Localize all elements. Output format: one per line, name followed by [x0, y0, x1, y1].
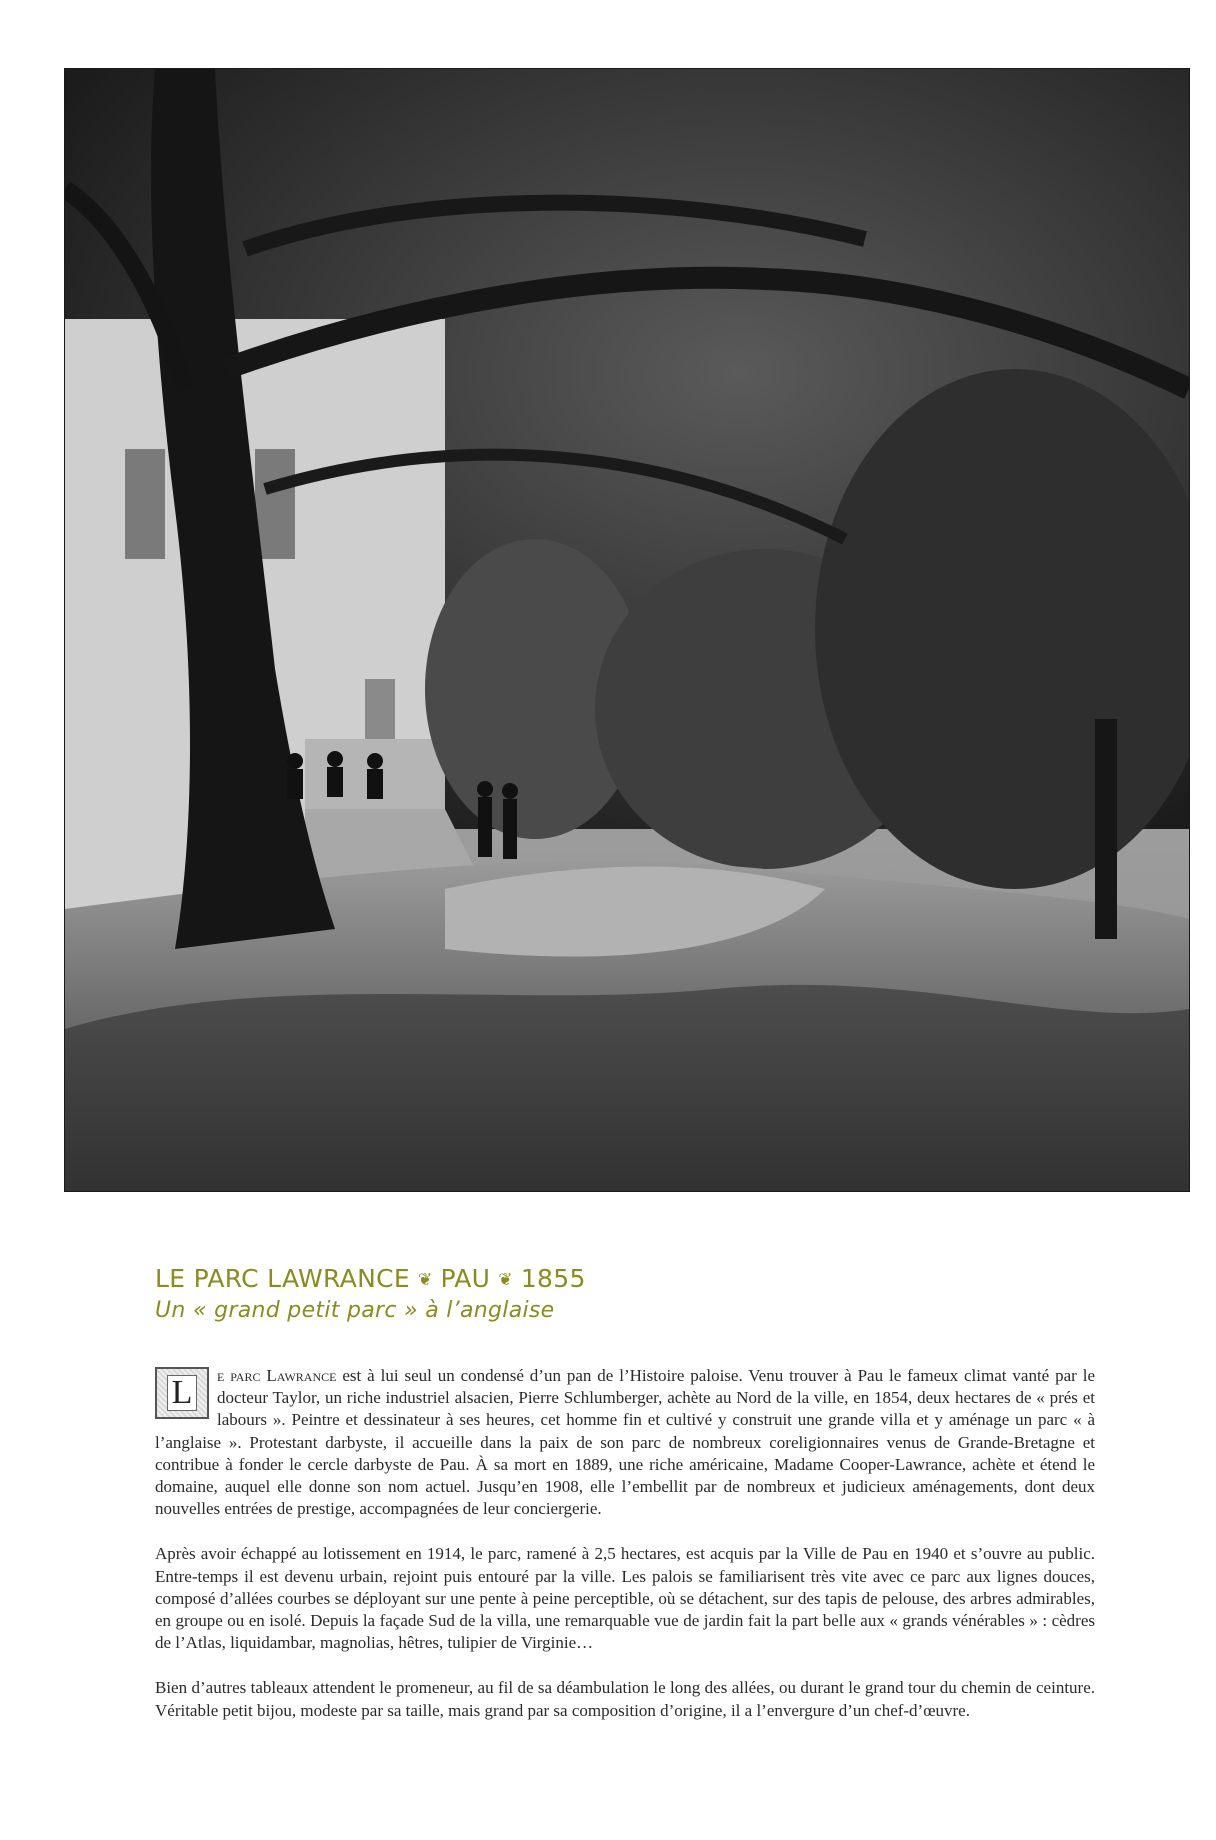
- park-photograph: [64, 68, 1190, 1192]
- drop-cap: [155, 1367, 209, 1419]
- paragraph-1-lead: e parc Lawrance: [217, 1366, 337, 1385]
- title-park-name: LE PARC LAWRANCE: [155, 1264, 410, 1293]
- leaf-ornament-icon: ❦: [498, 1270, 513, 1290]
- title-city: PAU: [440, 1264, 491, 1293]
- title-year: 1855: [520, 1264, 586, 1293]
- article-body: [155, 1365, 1095, 1745]
- article-heading: [155, 1262, 1105, 1325]
- paragraph-3: Bien d’autres tableaux attendent le promeneur, au fil de sa déambulation le long des allées, ou durant le grand tour du chemin de ceinture. Véritable petit bijou, modeste par sa taille, mais grand par sa composition d’origine, il a l’envergure d’un chef-d’œuvre.: [155, 1678, 1095, 1720]
- paragraph-1-text: est à lui seul un condensé d’un pan de l’Histoire paloise. Venu trouver à Pau le fameux climat vanté par le docteur Taylor, un riche industriel alsacien, Pierre Schlumberger, achète au Nord de la ville, en 1854, deux hectares de « prés et labours ». Peintre et dessinateur à ses heures, cet homme fin et cultivé y construit une grande villa et y aménage un parc « à l’anglaise ». Protestant darbyste, il accueille dans la paix de son parc de nombreux coreligionnaires venus de Grande-Bretagne et contribue à fonder le cercle darbyste de Pau. À sa mort en 1889, une riche américaine, Madame Cooper-Lawrance, achète et étend le domaine, auquel elle donne son nom actuel. Jusqu’en 1908, elle l’embellit par de nombreux et judicieux aménagements, dont deux nouvelles entrées de prestige, accompagnées de leur conciergerie.: [155, 1366, 1095, 1519]
- paragraph-2: Après avoir échappé au lotissement en 1914, le parc, ramené à 2,5 hectares, est acquis par la Ville de Pau en 1940 et s’ouvre au public. Entre-temps il est devenu urbain, rejoint puis entouré par la ville. Les palois se familiarisent très vite avec ce parc aux lignes douces, composé d’allées courbes se déployant sur une pente à peine perceptible, où se détachent, sur des tapis de pelouse, des arbres admirables, en groupe ou en isolé. Depuis la façade Sud de la villa, une remarquable vue de jardin fait la part belle aux « grands vénérables » : cèdres de l’Atlas, liquidambar, magnolias, hêtres, tulipier de Virginie…: [155, 1544, 1095, 1653]
- paragraph-1: [155, 1365, 1095, 1520]
- park-photo-illustration: [65, 69, 1189, 1191]
- leaf-ornament-icon: ❦: [417, 1270, 433, 1290]
- article-title: [155, 1262, 1105, 1297]
- drop-cap-letter: L: [171, 1374, 193, 1411]
- article-subtitle: Un « grand petit parc » à l’anglaise: [155, 1298, 555, 1323]
